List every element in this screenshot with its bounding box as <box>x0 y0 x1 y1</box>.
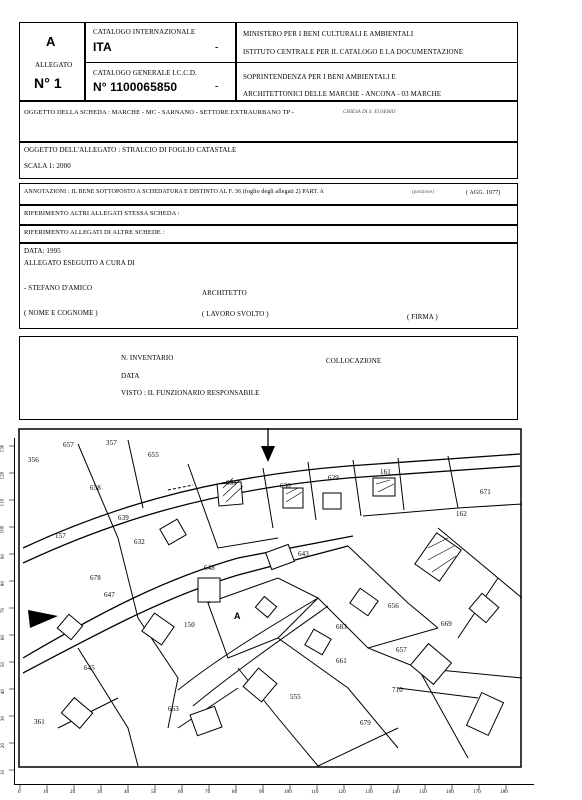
inventario-box <box>19 336 518 420</box>
oggetto-scheda-handwritten: CHIESA DI S. EUSEBIO <box>343 110 396 115</box>
catalogo-gen-value: N° 1100065850 <box>93 80 178 94</box>
parcel-label: 632 <box>134 538 145 546</box>
bottom-ruler <box>14 784 534 799</box>
data2: DATA <box>121 372 140 380</box>
parcel-label: 661 <box>336 657 347 665</box>
ruler-tick-label: 100 <box>284 790 292 795</box>
parcel-label: 631 <box>226 479 237 487</box>
visto: VISTO : IL FUNZIONARIO RESPONSABILE <box>121 389 260 397</box>
ruler-tick-label: 30 <box>1 715 7 722</box>
ruler-tick-label: 30 <box>97 790 103 795</box>
parcel-label: 629 <box>328 474 339 482</box>
catalogo-gen-dash: - <box>215 81 219 92</box>
parcel-label: 669 <box>441 620 452 628</box>
parcel-label: 658 <box>90 484 101 492</box>
cadastral-map <box>18 428 522 768</box>
map-arrow-left <box>28 610 58 628</box>
parcel-label: 555 <box>290 693 301 701</box>
allegato-letter: A <box>46 34 56 49</box>
parcel-label: 678 <box>90 574 101 582</box>
parcel-label: 657 <box>63 441 74 449</box>
left-ruler <box>0 438 15 784</box>
parcel-label: 663 <box>168 705 179 713</box>
parcel-label: 647 <box>104 591 115 599</box>
parcel-label: 679 <box>360 719 371 727</box>
ruler-tick-label: 20 <box>1 742 7 749</box>
lavoro-label: ( LAVORO SVOLTO ) <box>202 310 269 318</box>
ruler-tick-label: 10 <box>1 769 7 776</box>
parcel-label: 630 <box>280 482 291 490</box>
ruler-tick-label: 110 <box>311 790 319 795</box>
allegato-number: N° 1 <box>34 75 62 91</box>
ruler-tick-label: 80 <box>232 790 238 795</box>
ruler-tick-label: 180 <box>500 790 508 795</box>
architetto: ARCHITETTO <box>202 289 247 297</box>
istituto-text: ISTITUTO CENTRALE PER IL CATALOGO E LA DOCUMENTAZIONE <box>243 48 464 56</box>
ruler-tick-label: 50 <box>151 790 157 795</box>
ruler-tick-label: 170 <box>473 790 481 795</box>
ruler-tick-label: 140 <box>392 790 400 795</box>
ruler-tick-label: 160 <box>446 790 454 795</box>
ruler-tick-label: 110 <box>0 498 6 507</box>
ruler-tick-label: 130 <box>365 790 373 795</box>
riferimento-stessa: RIFERIMENTO ALTRI ALLEGATI STESSA SCHEDA : <box>24 210 180 217</box>
catalogo-int-dash: - <box>215 42 219 53</box>
parcel-label: 157 <box>55 532 66 540</box>
ruler-tick-label: 90 <box>259 790 265 795</box>
parcel-label: 356 <box>28 456 39 464</box>
inventario: N. INVENTARIO <box>121 354 174 362</box>
ministero-text: MINISTERO PER I BENI CULTURALI E AMBIENTALI <box>243 30 414 38</box>
ruler-tick-label: 40 <box>1 688 7 695</box>
ruler-tick-label: 120 <box>338 790 346 795</box>
ruler-tick-label: 50 <box>1 661 7 668</box>
parcel-label: 648 <box>204 564 215 572</box>
parcel-label: 683 <box>336 623 347 631</box>
ruler-tick-label: 100 <box>0 525 6 534</box>
ruler-tick-label: 0 <box>18 790 21 795</box>
ruler-tick-label: 70 <box>205 790 211 795</box>
ruler-tick-label: 130 <box>0 444 6 453</box>
firma-label: ( FIRMA ) <box>407 313 438 321</box>
soprintendenza-text: SOPRINTENDENZA PER I BENI AMBIENTALI E <box>243 73 396 81</box>
oggetto-scheda-box <box>19 101 518 142</box>
ruler-tick-label: 20 <box>70 790 76 795</box>
ruler-tick-label: 60 <box>178 790 184 795</box>
ruler-tick-label: 40 <box>124 790 130 795</box>
scala: SCALA 1: 2000 <box>24 162 71 170</box>
nome-label: ( NOME E COGNOME ) <box>24 309 98 317</box>
riferimento-altre: RIFERIMENTO ALLEGATI DI ALTRE SCHEDE : <box>24 229 165 236</box>
parcel-label: 643 <box>298 550 309 558</box>
ruler-tick-label: 60 <box>1 634 7 641</box>
ruler-tick-label: 90 <box>1 553 7 560</box>
parcel-label: 357 <box>106 439 117 447</box>
parcel-label: 150 <box>184 621 195 629</box>
ruler-tick-label: 150 <box>419 790 427 795</box>
catalogo-int-label: CATALOGO INTERNAZIONALE <box>93 28 196 36</box>
eseguito: ALLEGATO ESEGUITO A CURA DI <box>24 259 135 267</box>
parcel-label: 655 <box>148 451 159 459</box>
parcel-label: 645 <box>84 664 95 672</box>
annotazioni: ANNOTAZIONI : IL BENE SOTTOPOSTO A SCHEDATURA E DISTINTO AL F. 36 (foglio degli allegati 2) PART. A <box>24 189 324 195</box>
nome: - STEFANO D'AMICO <box>24 284 93 292</box>
parcel-label: 657 <box>396 646 407 654</box>
oggetto-allegato: OGGETTO DELL'ALLEGATO : STRALCIO DI FOGLIO CATASTALE <box>24 146 237 154</box>
map-drawing <box>18 428 522 768</box>
parcel-label: 710 <box>392 686 403 694</box>
parcel-label: 671 <box>480 488 491 496</box>
ruler-tick-label: 10 <box>43 790 49 795</box>
oggetto-scheda: OGGETTO DELLA SCHEDA : MARCHE - MC - SARNANO - SETTORE EXTRAURBANO TP - <box>24 109 294 116</box>
catalogo-gen-label: CATALOGO GENERALE I.C.C.D. <box>93 69 197 77</box>
parcel-label: 161 <box>380 468 391 476</box>
parcel-label-a: A <box>234 611 241 621</box>
collocazione: COLLOCAZIONE <box>326 357 382 365</box>
ruler-tick-label: 70 <box>1 607 7 614</box>
ruler-tick-label: 80 <box>1 580 7 587</box>
parcel-label: 162 <box>456 510 467 518</box>
architettonici-text: ARCHITETTONICI DELLE MARCHE - ANCONA - 03 MARCHE <box>243 90 442 98</box>
catalogo-int-value: ITA <box>93 40 112 54</box>
annotazioni-agg: ( AGG. 1977) <box>466 190 501 196</box>
annotazioni-handwritten: (porzione) <box>412 190 434 195</box>
parcel-label: 639 <box>118 514 129 522</box>
allegato-label: ALLEGATO <box>35 61 73 69</box>
data: DATA: 1995 <box>24 247 61 255</box>
map-arrow-top <box>261 446 275 462</box>
parcel-label: 656 <box>388 602 399 610</box>
ruler-tick-label: 120 <box>0 471 6 480</box>
parcel-label: 361 <box>34 718 45 726</box>
